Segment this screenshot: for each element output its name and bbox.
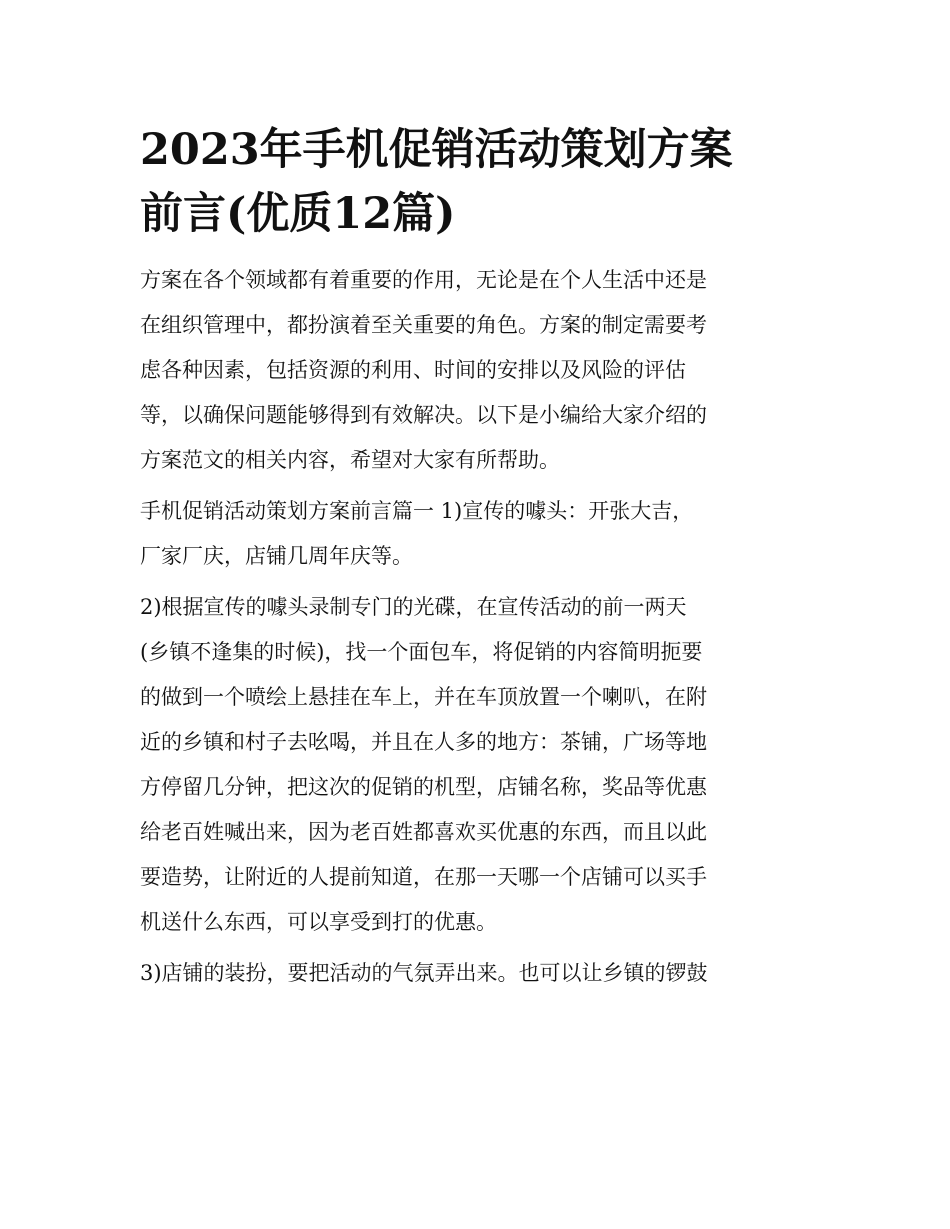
text-line: (乡镇不逢集的时候)，找一个面包车，将促销的内容简明扼要 <box>140 640 703 664</box>
text-line: 2)根据宣传的噱头录制专门的光碟，在宣传活动的前一两天 <box>140 595 687 619</box>
text-line: 手机促销活动策划方案前言篇一 1)宣传的噱头：开张大吉， <box>140 499 694 523</box>
text-line: 3)店铺的装扮，要把活动的气氛弄出来。也可以让乡镇的锣鼓 <box>140 961 708 985</box>
title-line: 前言(优质12篇) <box>140 189 456 239</box>
text-line: 机送什么东西，可以享受到打的优惠。 <box>140 910 497 934</box>
text-line: 近的乡镇和村子去吆喝，并且在人多的地方：茶铺，广场等地 <box>140 730 707 754</box>
text-line: 等，以确保问题能够得到有效解决。以下是小编给大家介绍的 <box>140 403 707 427</box>
document-title <box>140 118 812 246</box>
paragraph-intro <box>140 258 812 483</box>
text-line: 虑各种因素，包括资源的利用、时间的安排以及风险的评估 <box>140 358 686 382</box>
document-content <box>140 118 812 996</box>
text-line: 方案在各个领域都有着重要的作用，无论是在个人生活中还是 <box>140 268 707 292</box>
text-line: 要造势，让附近的人提前知道，在那一天哪一个店铺可以买手 <box>140 865 707 889</box>
text-line: 方案范文的相关内容，希望对大家有所帮助。 <box>140 448 560 472</box>
paragraph-item-3 <box>140 951 812 996</box>
title-line: 2023年手机促销活动策划方案 <box>140 125 733 175</box>
paragraph-item-2 <box>140 585 812 945</box>
text-line: 给老百姓喊出来，因为老百姓都喜欢买优惠的东西，而且以此 <box>140 820 707 844</box>
text-line: 方停留几分钟，把这次的促销的机型，店铺名称，奖品等优惠 <box>140 775 707 799</box>
text-line: 在组织管理中，都扮演着至关重要的角色。方案的制定需要考 <box>140 313 707 337</box>
document-body <box>140 258 812 996</box>
text-line: 厂家厂庆，店铺几周年庆等。 <box>140 544 413 568</box>
paragraph-section-1 <box>140 489 812 579</box>
text-line: 的做到一个喷绘上悬挂在车上，并在车顶放置一个喇叭，在附 <box>140 685 707 709</box>
